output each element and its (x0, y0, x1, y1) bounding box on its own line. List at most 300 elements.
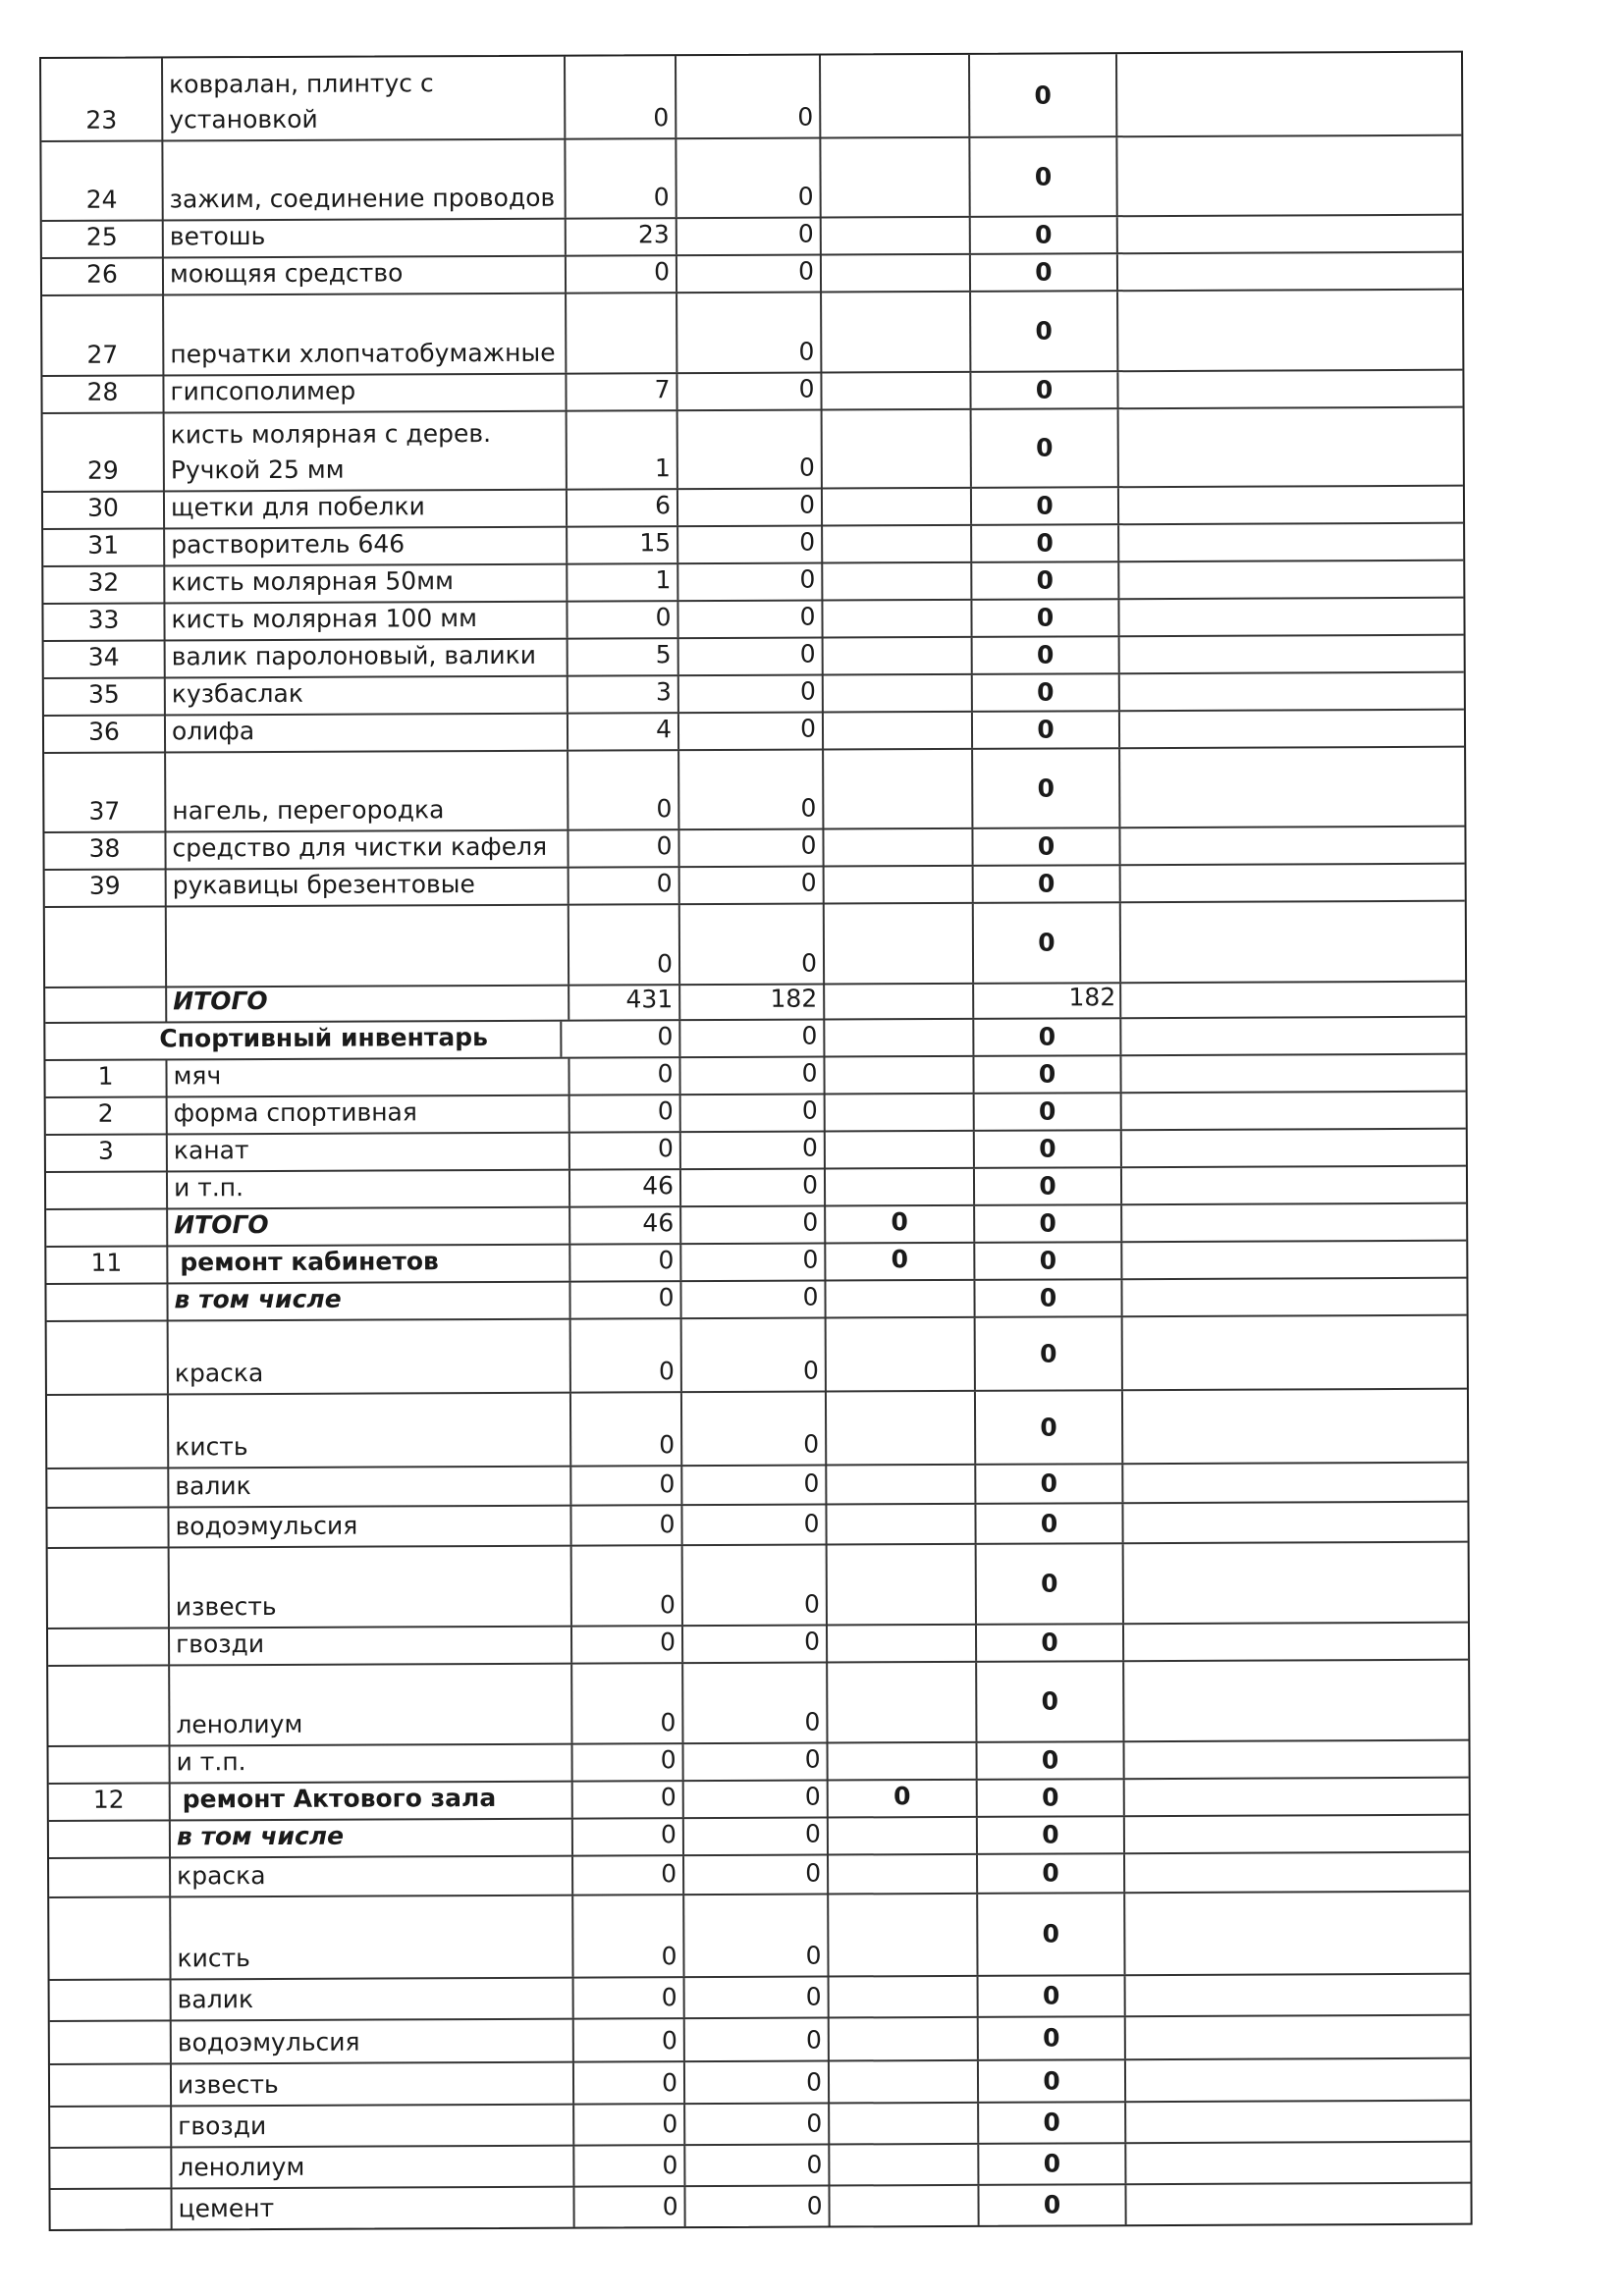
table-row (42, 371, 1462, 414)
amount-cell: 0 (681, 1282, 826, 1318)
item-name-cell (171, 1896, 573, 1979)
row-number-cell (47, 1468, 169, 1507)
empty-cell (1118, 216, 1462, 253)
row-number-cell: 39 (45, 870, 167, 906)
subtotal-cell (829, 1895, 978, 1976)
item-name-cell (167, 869, 569, 906)
amount-cell: 0 (685, 2019, 830, 2061)
total-cell: 0 (975, 1243, 1122, 1279)
inventory-table (39, 51, 1473, 2231)
quantity-cell: 0 (571, 1319, 682, 1391)
table-row (45, 902, 1465, 988)
empty-cell (1119, 561, 1463, 599)
subtotal-cell (823, 489, 972, 525)
empty-cell (1126, 2143, 1470, 2184)
total-cell: 0 (972, 488, 1119, 524)
empty-cell (1122, 1204, 1466, 1242)
item-name-line: ленолиум (178, 2152, 305, 2182)
table-row (43, 561, 1463, 605)
subtotal-cell (826, 1169, 975, 1205)
amount-cell: 0 (684, 1896, 829, 1977)
total-cell: 0 (977, 1625, 1124, 1661)
subtotal-cell (824, 829, 973, 866)
table-row (43, 408, 1463, 493)
total-cell: 0 (975, 1280, 1122, 1316)
item-name-line: кисть молярная с дерев. (170, 418, 492, 450)
row-number-cell: 33 (43, 604, 165, 640)
amount-cell: 0 (685, 2105, 830, 2145)
quantity-cell: 0 (572, 1627, 683, 1662)
empty-cell (1125, 1816, 1469, 1853)
table-row (47, 1390, 1467, 1469)
subtotal-cell (824, 675, 973, 712)
row-number-cell: 31 (43, 529, 165, 565)
item-name-line: кисть молярная 100 мм (171, 604, 477, 634)
total-cell: 0 (971, 372, 1118, 408)
empty-cell (1120, 828, 1464, 865)
item-name-line: гвозди (175, 1629, 265, 1659)
table-row (46, 1279, 1466, 1322)
item-name-cell (168, 1134, 570, 1171)
total-cell: 0 (976, 1465, 1123, 1503)
total-cell: 0 (979, 2017, 1126, 2059)
amount-cell: 0 (681, 1245, 826, 1281)
quantity-cell: 0 (567, 256, 677, 292)
table-row (43, 524, 1463, 567)
item-name-line: рукавицы брезентовые (172, 870, 475, 900)
quantity-cell: 431 (569, 986, 680, 1019)
table-row (48, 1661, 1468, 1747)
total-cell: 0 (972, 525, 1119, 561)
empty-cell (1117, 53, 1461, 136)
quantity-cell: 0 (574, 1978, 685, 2017)
empty-cell (1119, 408, 1463, 487)
row-number-cell (49, 1858, 171, 1896)
empty-cell (1121, 983, 1465, 1018)
item-name-line: Ручкой 25 мм (170, 454, 345, 485)
total-cell: 0 (979, 2144, 1126, 2184)
table-row (41, 53, 1461, 142)
table-row (44, 828, 1464, 871)
table-row (48, 1543, 1468, 1629)
item-name-line: известь (175, 1591, 277, 1622)
subtotal-cell (822, 373, 971, 409)
empty-cell (1122, 1242, 1466, 1279)
item-name-cell (166, 831, 568, 869)
table-row (47, 1464, 1467, 1509)
subtotal-cell (825, 1020, 974, 1056)
total-cell: 0 (970, 137, 1117, 216)
amount-cell: 0 (679, 830, 824, 867)
quantity-cell: 0 (571, 1506, 682, 1544)
quantity-cell: 0 (574, 2187, 685, 2226)
item-name-cell (165, 603, 568, 640)
subtotal-cell (830, 2186, 979, 2226)
amount-cell: 0 (677, 56, 821, 138)
item-name-line: перчатки хлопчатобумажные (170, 338, 556, 369)
total-cell: 0 (977, 1662, 1124, 1741)
amount-cell: 0 (683, 1664, 828, 1743)
quantity-cell: 0 (571, 1467, 682, 1504)
item-name-line: олифа (171, 717, 255, 746)
item-name-cell (167, 987, 569, 1022)
amount-cell: 0 (681, 1207, 826, 1244)
item-name-cell (171, 1820, 573, 1857)
amount-cell: 0 (680, 868, 825, 904)
quantity-cell: 6 (568, 490, 678, 525)
empty-cell (1123, 1464, 1467, 1503)
table-row (46, 1130, 1466, 1173)
empty-cell (1126, 2102, 1470, 2143)
quantity-cell: 0 (572, 1664, 683, 1742)
row-number-cell (45, 1023, 167, 1059)
item-name-cell (172, 1979, 574, 2020)
quantity-cell: 23 (567, 219, 677, 254)
item-name-line: ковралан, плинтус с (169, 69, 434, 99)
row-number-cell: 27 (42, 295, 164, 375)
quantity-cell (567, 294, 677, 372)
subtotal-cell (829, 1743, 978, 1780)
quantity-cell: 0 (572, 1546, 683, 1625)
table-row (42, 291, 1462, 377)
quantity-cell: 0 (573, 1819, 684, 1854)
row-number-cell (48, 1629, 170, 1665)
item-name-cell (172, 2188, 574, 2229)
table-row (46, 1204, 1466, 1248)
table-row (44, 636, 1464, 679)
amount-cell: 0 (678, 490, 823, 526)
empty-cell (1125, 1853, 1469, 1893)
subtotal-cell (827, 1318, 976, 1391)
empty-cell (1123, 1503, 1467, 1543)
subtotal-cell (822, 218, 971, 254)
quantity-cell: 0 (574, 2105, 685, 2144)
quantity-cell: 4 (568, 714, 679, 749)
empty-cell (1120, 673, 1464, 711)
total-cell: 0 (974, 903, 1121, 983)
empty-cell (1121, 1018, 1465, 1055)
table-row (49, 1893, 1469, 1981)
item-name-cell (172, 2020, 574, 2063)
item-name-line: канат (173, 1136, 249, 1165)
row-number-cell: 35 (44, 678, 166, 715)
total-cell: 0 (973, 674, 1120, 711)
item-name-cell (170, 1628, 572, 1665)
total-cell: 0 (972, 409, 1119, 487)
amount-cell: 0 (684, 1782, 829, 1818)
empty-cell (1124, 1624, 1468, 1661)
amount-cell: 0 (680, 1021, 825, 1057)
table-row (49, 1779, 1469, 1822)
empty-cell (1122, 1130, 1466, 1167)
quantity-cell: 46 (570, 1170, 681, 1205)
total-cell: 0 (970, 54, 1117, 136)
amount-cell: 0 (685, 1978, 830, 2018)
empty-cell (1124, 1661, 1468, 1741)
table-row (48, 1624, 1468, 1667)
total-cell: 0 (975, 1094, 1122, 1130)
item-name-line: нагель, перегородка (172, 795, 445, 826)
item-name-line: кисть (175, 1432, 248, 1462)
item-name-cell (164, 294, 567, 375)
total-cell: 0 (979, 1976, 1126, 2016)
item-name-cell (171, 1857, 573, 1896)
item-name-line: водоэмульсия (177, 2027, 360, 2057)
quantity-cell: 1 (568, 411, 678, 488)
table-row (49, 1816, 1469, 1859)
empty-cell (1125, 1741, 1469, 1779)
amount-cell: 0 (679, 676, 824, 713)
item-name-cell (159, 1022, 562, 1059)
subtotal-cell (830, 2145, 979, 2185)
amount-cell: 0 (683, 1546, 828, 1626)
item-name-cell (169, 1394, 571, 1468)
quantity-cell: 0 (574, 2146, 685, 2185)
subtotal-cell (823, 526, 972, 562)
table-row (44, 673, 1464, 717)
total-cell: 0 (973, 712, 1120, 748)
item-name-cell (166, 715, 568, 752)
item-name-cell (164, 375, 567, 412)
total-cell: 0 (975, 1168, 1122, 1204)
item-name-cell (165, 565, 568, 603)
total-cell: 182 (974, 984, 1121, 1018)
row-number-cell: 37 (44, 753, 166, 831)
row-number-cell (50, 2021, 172, 2063)
subtotal-cell: 0 (829, 1781, 978, 1817)
item-name-line: известь (177, 2069, 279, 2100)
subtotal-cell (823, 563, 972, 600)
item-name-line: установкой (169, 104, 318, 134)
item-name-line: и т.п. (176, 1747, 246, 1777)
item-name-cell (166, 677, 568, 715)
item-name-cell (171, 1745, 573, 1783)
row-number-cell: 3 (46, 1135, 168, 1171)
empty-cell (1119, 524, 1463, 561)
item-name-cell (165, 528, 568, 565)
empty-cell (1126, 2184, 1470, 2225)
amount-cell: 0 (681, 1133, 826, 1169)
item-name-line: гипсополимер (170, 376, 356, 406)
item-name-cell (167, 906, 569, 987)
quantity-cell: 0 (568, 602, 678, 637)
item-name-line: цемент (178, 2193, 275, 2223)
table-row (46, 1167, 1466, 1210)
amount-cell: 0 (684, 1819, 829, 1855)
amount-cell: 0 (685, 2062, 830, 2104)
subtotal-cell (825, 985, 974, 1019)
amount-cell: 0 (685, 2146, 830, 2186)
subtotal-cell (829, 1855, 978, 1894)
quantity-cell: 5 (568, 639, 679, 674)
empty-cell (1122, 1093, 1466, 1130)
table-row (43, 599, 1463, 642)
item-name-line: и т.п. (173, 1173, 244, 1202)
table-row (47, 1316, 1467, 1396)
subtotal-cell (824, 750, 973, 828)
quantity-cell: 0 (573, 1782, 684, 1817)
amount-cell: 0 (682, 1467, 827, 1505)
item-name-line: Спортивный инвентарь (159, 1023, 488, 1053)
item-name-line: зажим, соединение проводов (169, 183, 556, 214)
row-number-cell (49, 1746, 171, 1783)
amount-cell: 0 (682, 1506, 827, 1545)
amount-cell: 0 (683, 1627, 828, 1663)
quantity-cell: 0 (570, 1245, 681, 1280)
total-cell: 0 (978, 1780, 1125, 1816)
subtotal-cell (825, 1057, 974, 1094)
row-number-cell (45, 907, 167, 987)
amount-cell: 0 (684, 1744, 829, 1781)
row-number-cell: 2 (46, 1097, 168, 1134)
table-row (42, 253, 1462, 296)
subtotal-cell (829, 1818, 978, 1854)
table-row (50, 2102, 1470, 2149)
quantity-cell: 1 (568, 564, 678, 600)
table-row (43, 487, 1463, 530)
subtotal-cell (827, 1505, 976, 1544)
row-number-cell (50, 2148, 172, 2188)
total-cell: 0 (975, 1205, 1122, 1242)
row-number-cell: 29 (43, 413, 165, 491)
row-number-cell (48, 1666, 170, 1745)
empty-cell (1125, 1893, 1469, 1975)
quantity-cell: 0 (570, 1282, 681, 1317)
row-number-cell: 11 (46, 1247, 168, 1283)
table-row (41, 136, 1461, 222)
amount-cell: 0 (677, 139, 821, 218)
quantity-cell: 0 (568, 830, 679, 866)
empty-cell (1120, 748, 1464, 828)
quantity-cell: 0 (574, 2019, 685, 2060)
row-number-cell (49, 1821, 171, 1857)
total-cell: 0 (977, 1544, 1124, 1624)
row-number-cell: 25 (42, 221, 164, 257)
row-number-cell: 32 (43, 566, 165, 603)
quantity-cell: 0 (569, 1021, 680, 1056)
empty-cell (1125, 1779, 1469, 1816)
item-name-cell (172, 2106, 574, 2147)
row-number-cell: 12 (49, 1784, 171, 1820)
empty-cell (1117, 136, 1461, 216)
item-name-line: ИТОГО (174, 1209, 269, 1240)
item-name-line: ремонт кабинетов (180, 1247, 439, 1277)
table-row (44, 711, 1464, 754)
amount-cell: 0 (677, 219, 822, 255)
item-name-cell (165, 491, 568, 528)
quantity-cell: 0 (569, 1058, 680, 1094)
item-name-line: ремонт Актового зала (182, 1783, 497, 1814)
total-cell: 0 (971, 292, 1118, 371)
amount-cell: 0 (678, 564, 823, 601)
row-number-cell (47, 1321, 169, 1394)
item-name-line: кузбаслак (171, 678, 303, 709)
item-name-line: в том числе (176, 1821, 345, 1851)
subtotal-cell (821, 138, 970, 217)
empty-cell (1123, 1316, 1467, 1390)
quantity-cell: 0 (566, 139, 677, 217)
total-cell: 0 (974, 866, 1121, 902)
subtotal-cell (824, 713, 973, 749)
item-name-line: мяч (173, 1061, 222, 1091)
item-name-cell (169, 1507, 571, 1547)
empty-cell (1121, 1055, 1465, 1093)
table-row (50, 2059, 1470, 2108)
subtotal-cell (830, 2018, 979, 2060)
amount-cell: 182 (680, 986, 825, 1020)
amount-cell: 0 (677, 374, 822, 410)
amount-cell: 0 (678, 602, 823, 638)
table-row (42, 216, 1462, 259)
amount-cell: 0 (681, 1095, 826, 1132)
item-name-cell (168, 1096, 570, 1134)
empty-cell (1118, 253, 1462, 291)
total-cell: 0 (976, 1391, 1123, 1464)
empty-cell (1126, 2016, 1470, 2059)
row-number-cell (46, 1209, 168, 1246)
amount-cell: 0 (685, 2187, 830, 2227)
amount-cell: 0 (684, 1856, 829, 1895)
subtotal-cell (822, 293, 971, 372)
quantity-cell: 3 (568, 676, 679, 712)
item-name-cell (165, 412, 568, 491)
total-cell: 0 (976, 1317, 1123, 1390)
amount-cell: 0 (677, 256, 822, 293)
item-name-line: растворитель 646 (171, 529, 406, 560)
subtotal-cell (826, 1132, 975, 1168)
subtotal-cell (828, 1545, 977, 1625)
item-name-cell (168, 1283, 570, 1320)
item-name-cell (170, 1547, 572, 1628)
row-number-cell (47, 1508, 169, 1547)
subtotal-cell (830, 1977, 979, 2017)
item-name-cell (172, 2063, 574, 2106)
quantity-cell: 46 (570, 1207, 681, 1243)
document-page (39, 57, 1463, 2231)
total-cell: 0 (979, 2060, 1126, 2102)
amount-cell: 0 (680, 1058, 825, 1095)
amount-cell: 0 (681, 1170, 826, 1206)
table-row (45, 865, 1465, 908)
item-name-cell (171, 1783, 573, 1820)
total-cell: 0 (978, 1817, 1125, 1853)
empty-cell (1121, 902, 1465, 983)
total-cell: 0 (974, 1056, 1121, 1093)
total-cell: 0 (972, 600, 1119, 636)
total-cell: 0 (979, 2185, 1126, 2225)
item-name-cell (170, 1665, 572, 1745)
empty-cell (1120, 636, 1464, 673)
item-name-line: ИТОГО (173, 986, 268, 1016)
amount-cell: 0 (678, 411, 823, 489)
table-row (50, 1975, 1470, 2022)
quantity-cell: 0 (574, 2062, 685, 2103)
table-row (47, 1503, 1467, 1549)
item-name-line: валик (177, 1985, 254, 2014)
empty-cell (1126, 1975, 1470, 2016)
item-name-cell (166, 640, 568, 677)
quantity-cell: 0 (573, 1744, 684, 1780)
item-name-line: средство для чистки кафеля (172, 831, 548, 863)
empty-cell (1122, 1167, 1466, 1204)
quantity-cell: 0 (573, 1856, 684, 1894)
item-name-cell (169, 1468, 571, 1507)
total-cell: 0 (974, 1019, 1121, 1055)
subtotal-cell (828, 1626, 977, 1662)
total-cell: 0 (979, 2103, 1126, 2143)
item-name-line: в том числе (174, 1284, 342, 1314)
total-cell: 0 (976, 1504, 1123, 1543)
